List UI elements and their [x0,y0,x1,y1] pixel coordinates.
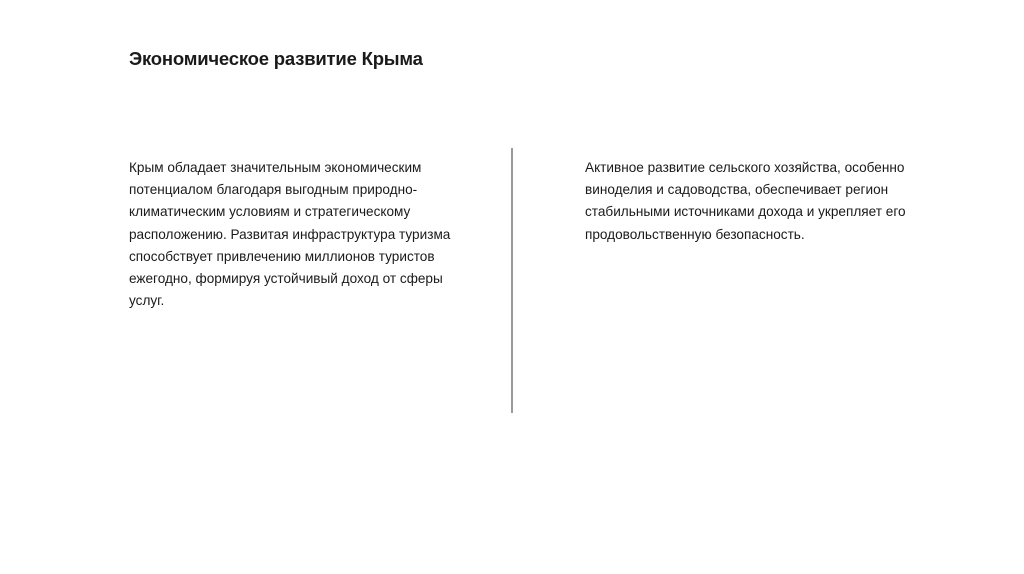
right-text-column [585,157,906,246]
column-divider [511,148,513,413]
text-line: продовольственную безопасность. [585,226,805,242]
text-line: услуг. [129,293,165,309]
text-line: стабильными источниками дохода и укрепляет его [585,204,906,220]
text-line: способствует привлечению миллионов туристов [129,248,435,264]
slide-title: Экономическое развитие Крыма [129,48,423,69]
left-text-column [129,157,450,312]
text-line: потенциалом благодаря выгодным природно- [129,182,418,198]
text-line: ежегодно, формируя устойчивый доход от сферы [129,271,443,287]
text-line: Активное развитие сельского хозяйства, особенно [585,160,905,175]
text-line: климатическим условиям и стратегическому [129,204,411,220]
text-line: виноделия и садоводства, обеспечивает регион [585,182,889,198]
text-line: Крым обладает значительным экономическим [129,160,422,175]
text-line: расположению. Развитая инфраструктура туризма [129,226,451,242]
